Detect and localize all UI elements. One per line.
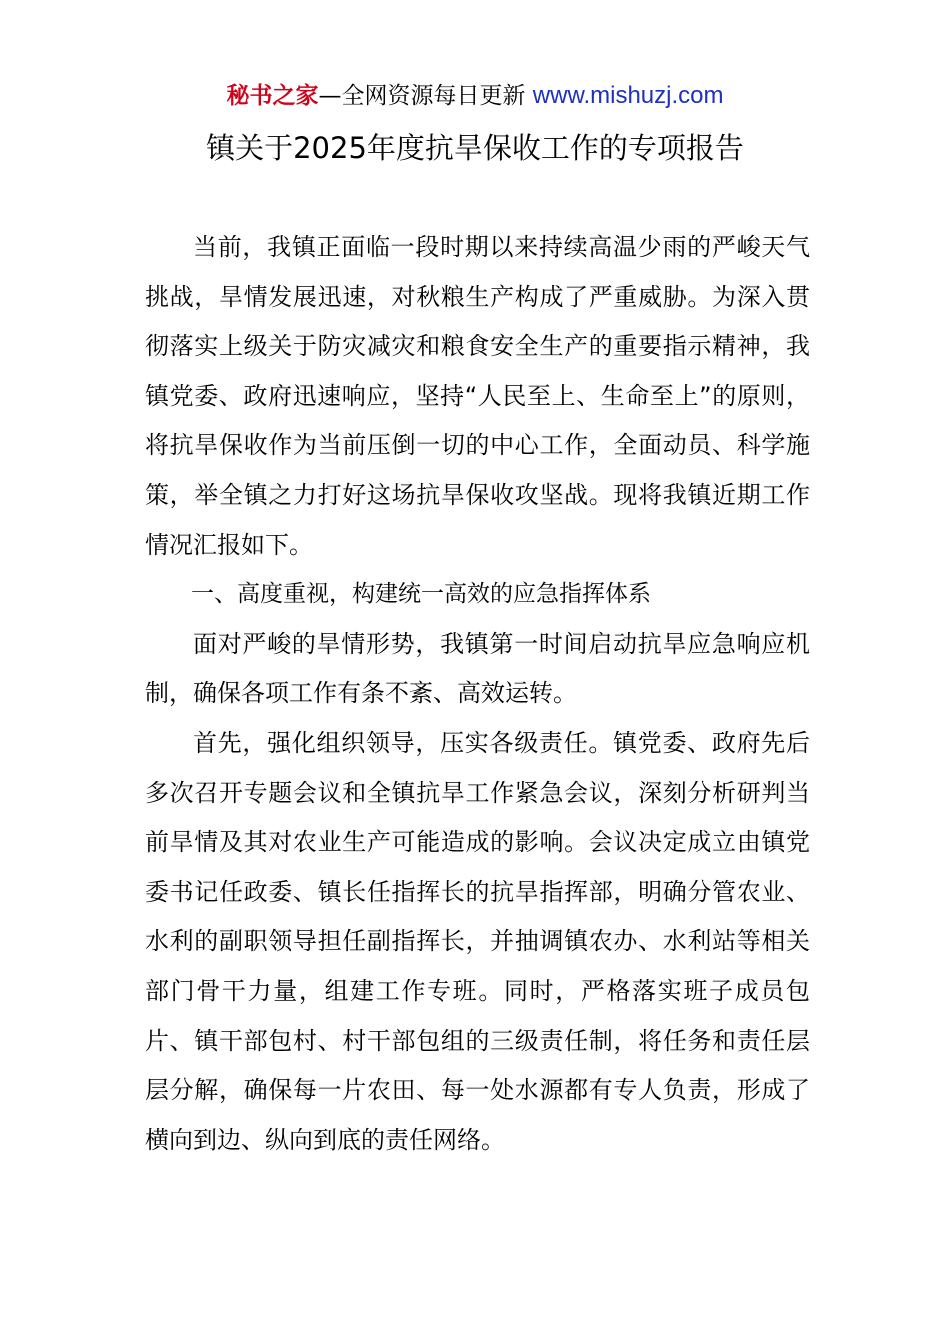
section-heading-1: 一、高度重视，构建统一高效的应急指挥体系 [191, 581, 651, 608]
site-url-link[interactable]: www.mishuzj.com [532, 82, 724, 109]
paragraph-intro: 当前，我镇正面临一段时期以来持续高温少雨的严峻天气挑战，旱情发展迅速，对秋粮生产构成了严重威胁。为深入贯彻落实上级关于防灾减灾和粮食安全生产的重要指示精神，我镇党委、政府迅速响应，坚持“人民至上、生命至上”的原则，将抗旱保收作为当前压倒一切的中心工作，全面动员、科学施策，举全镇之力打好这场抗旱保收攻坚战。现将我镇近期工作情况汇报如下。 [145, 233, 810, 559]
site-tagline: —全网资源每日更新 [318, 83, 526, 109]
site-header [0, 80, 950, 112]
document-title: 镇关于2025年度抗旱保收工作的专项报告 [206, 131, 744, 165]
site-brand: 秘书之家 [226, 83, 319, 109]
document-body [145, 223, 810, 1165]
paragraph-section-1-intro: 面对严峻的旱情形势，我镇第一时间启动抗旱应急响应机制，确保各项工作有条不紊、高效运转。 [145, 629, 810, 708]
paragraph-section-1-first: 首先，强化组织领导，压实各级责任。镇党委、政府先后多次召开专题会议和全镇抗旱工作紧急会议，深刻分析研判当前旱情及其对农业生产可能造成的影响。会议决定成立由镇党委书记任政委、镇长任指挥长的抗旱指挥部，明确分管农业、水利的副职领导担任副指挥长，并抽调镇农办、水利站等相关部门骨干力量，组建工作专班。同时，严格落实班子成员包片、镇干部包村、村干部包组的三级责任制，将任务和责任层层分解，确保每一片农田、每一处水源都有专人负责，形成了横向到边、纵向到底的责任网络。 [145, 728, 810, 1154]
